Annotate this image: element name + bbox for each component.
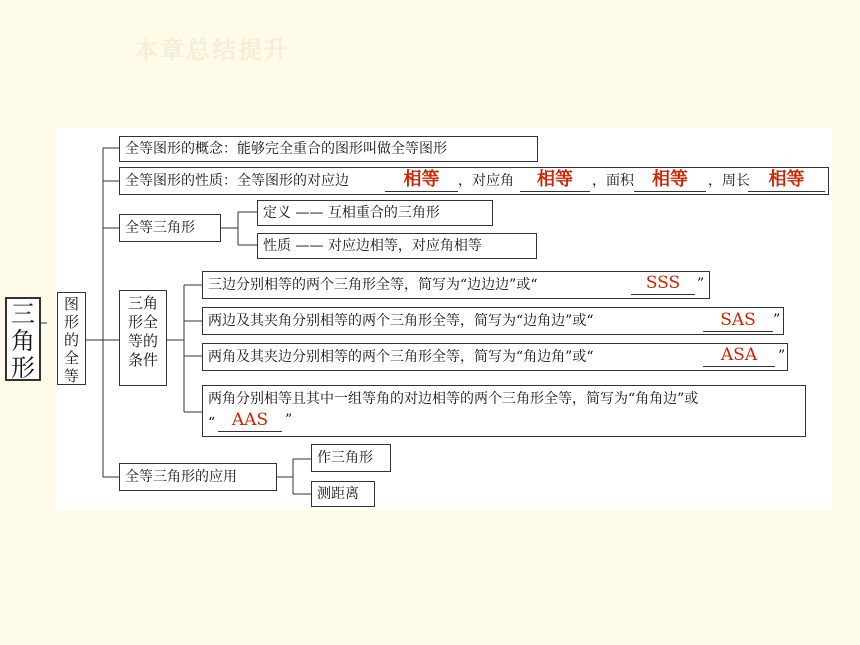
congruent-triangles-box (119, 214, 221, 242)
definition-text: 定义 —— 互相重合的三角形 (263, 205, 440, 221)
condition-asa-text: 两角及其夹边分别相等的两个三角形全等，简写为“角边角”或“ (208, 349, 594, 365)
branch-label: 图形的全等 (63, 295, 79, 385)
branch-box (57, 292, 86, 385)
properties-mid3: ，周长 (708, 173, 750, 189)
application-box (119, 463, 277, 491)
condition-sss-text: 三边分别相等的两个三角形全等，简写为“边边边”或“ (208, 277, 538, 293)
answer-asa: ASA (703, 344, 775, 367)
condition-asa-close: ” (778, 348, 786, 364)
condition-aas-open: “ (208, 415, 216, 431)
concept-box (119, 136, 538, 162)
properties-mid1: ，对应角 (458, 173, 514, 189)
conditions-box (119, 290, 167, 386)
condition-sss-close: ” (697, 276, 705, 292)
concept-text: 全等图形的概念：能够完全重合的图形叫做全等图形 (125, 141, 447, 157)
condition-sas-text: 两边及其夹角分别相等的两个三角形全等，简写为“边角边”或“ (208, 313, 594, 329)
congruent-triangles-label: 全等三角形 (125, 220, 195, 236)
root-label: 三角形 (11, 300, 35, 382)
condition-sas-box (202, 307, 784, 335)
answer-sss: SSS (631, 272, 695, 295)
properties-prefix: 全等图形的性质：全等图形的对应边 (125, 173, 349, 189)
property-box (257, 233, 537, 259)
application-item-distance (311, 481, 375, 507)
property-text: 性质 —— 对应边相等，对应角相等 (263, 238, 482, 254)
application-label: 全等三角形的应用 (125, 469, 237, 485)
application-item-construct (311, 444, 391, 472)
construct-text: 作三角形 (317, 450, 373, 466)
answer-angle: 相等 (520, 169, 590, 192)
answer-area: 相等 (634, 169, 706, 192)
slide-title: 本章总结提升 (134, 36, 290, 64)
condition-aas-box (202, 385, 806, 437)
answer-sas: SAS (703, 309, 773, 332)
answer-perimeter: 相等 (748, 169, 825, 192)
definition-box (257, 200, 493, 226)
condition-aas-close: ” (285, 412, 293, 428)
properties-mid2: ，面积 (592, 173, 634, 189)
condition-sas-close: ” (773, 312, 781, 328)
distance-text: 测距离 (317, 486, 359, 502)
answer-aas: AAS (218, 409, 282, 432)
root-box (5, 297, 41, 381)
answer-side: 相等 (385, 169, 458, 192)
conditions-label: 三角形全等的条件 (127, 294, 158, 369)
condition-asa-box (202, 343, 788, 371)
condition-aas-text: 两角分别相等且其中一组等角的对边相等的两个三角形全等，简写为“角角边”或 (208, 391, 699, 407)
